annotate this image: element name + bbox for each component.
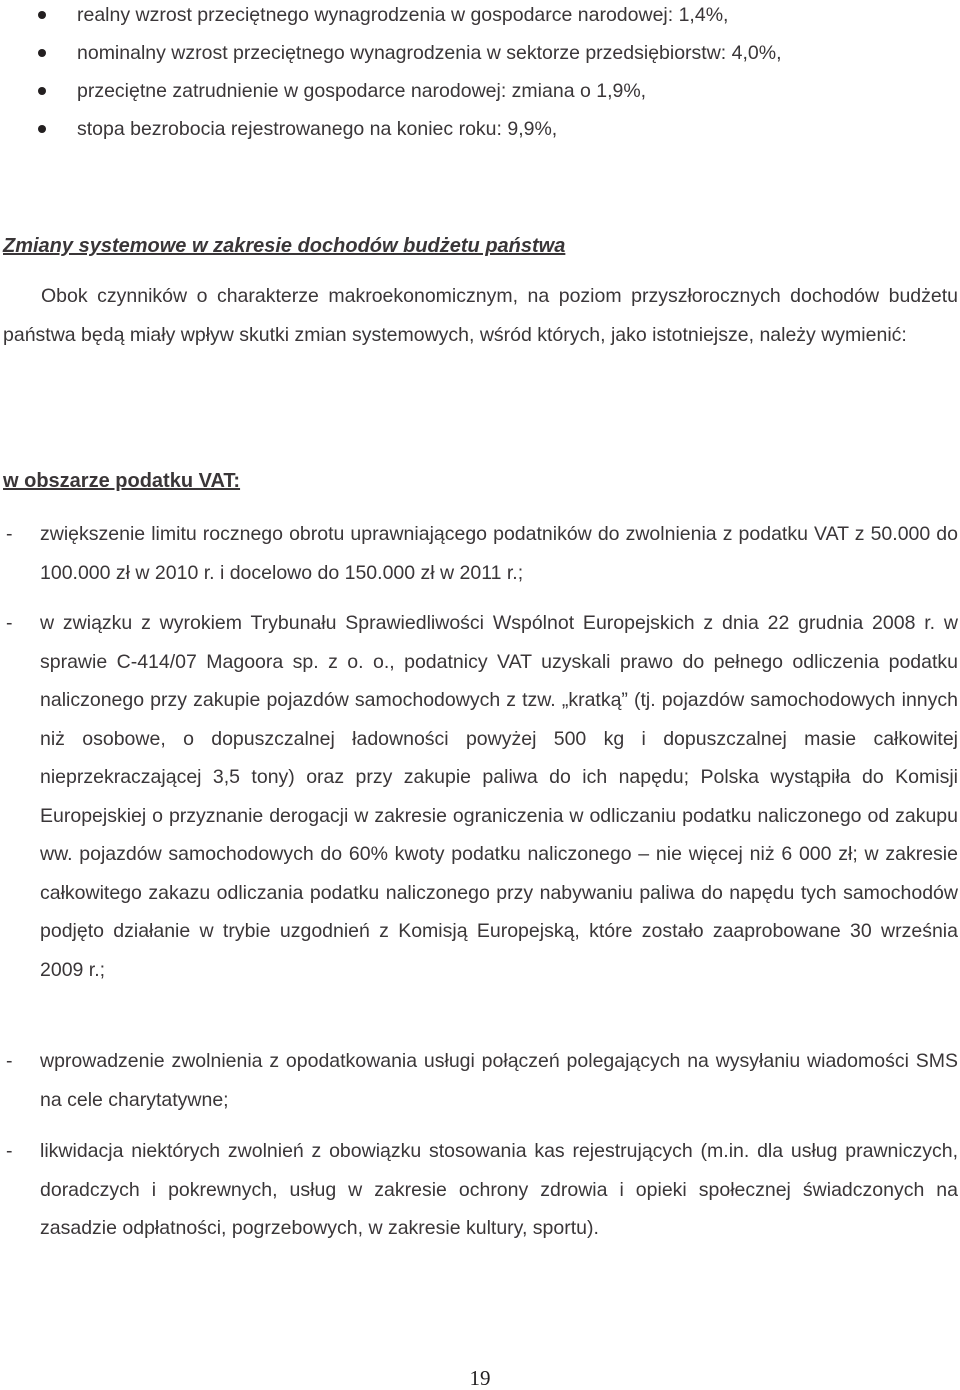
section-heading: Zmiany systemowe w zakresie dochodów budżetu państwa (3, 235, 566, 257)
vat-heading: w obszarze podatku VAT: (3, 470, 241, 492)
list-item-text: nominalny wzrost przeciętnego wynagrodzenia w sektorze przedsiębiorstw: 4,0%, (77, 42, 782, 64)
list-item (0, 76, 960, 106)
list-item (0, 0, 960, 30)
list-item (0, 114, 960, 144)
intro-paragraph: Obok czynników o charakterze makroekonomicznym, na poziom przyszłorocznych dochodów budżetu państwa będą miały wpływ skutki zmian systemowych, wśród których, jako istotniejsze, należy wymienić: (3, 285, 958, 346)
bullet-icon (38, 11, 46, 19)
list-item (0, 38, 960, 68)
dash-marker: - (6, 612, 13, 634)
vat-list-item-text: wprowadzenie zwolnienia z opodatkowania usługi połączeń polegających na wysyłaniu wiadomości SMS na cele charytatywne; (40, 1050, 958, 1111)
list-item-text: stopa bezrobocia rejestrowanego na koniec roku: 9,9%, (77, 118, 558, 140)
bullet-icon (38, 87, 46, 95)
vat-list-item-text: zwiększenie limitu rocznego obrotu uprawniającego podatników do zwolnienia z podatku VAT z 50.000 do 100.000 zł w 2010 r. i docelowo do 150.000 zł w 2011 r.; (40, 523, 958, 584)
dash-marker: - (6, 1050, 13, 1072)
list-item-text: przeciętne zatrudnienie w gospodarce narodowej: zmiana o 1,9%, (77, 80, 647, 102)
dash-marker: - (6, 1140, 13, 1162)
bullet-icon (38, 49, 46, 57)
list-item-text: realny wzrost przeciętnego wynagrodzenia w gospodarce narodowej: 1,4%, (77, 4, 729, 26)
dash-marker: - (6, 523, 13, 545)
page-number: 19 (469, 1366, 491, 1390)
vat-list-item-text: likwidacja niektórych zwolnień z obowiązku stosowania kas rejestrujących (m.in. dla usług prawniczych, doradczych i pokrewnych, usług w zakresie ochrony zdrowia i opieki społecznej świadczonych na zasadzie odpłatności, pogrzebowych, w zakresie kultury, sportu). (40, 1140, 958, 1239)
vat-list-item-text: w związku z wyrokiem Trybunału Sprawiedliwości Wspólnot Europejskich z dnia 22 grudnia 2008 r. w sprawie C-414/07 Magoora sp. z o. o., podatnicy VAT uzyskali prawo do pełnego odliczenia podatku naliczonego przy zakupie pojazdów samochodowych z tzw. „kratką” (tj. pojazdów samochodowych innych niż osobowe, o dopuszczalnej ładowności powyżej 500 kg i dopuszczalnej masie całkowitej nieprzekraczającej 3,5 tony) oraz przy zakupie paliwa do ich napędu; Polska wystąpiła do Komisji Europejskiej o przyznanie derogacji w zakresie ograniczenia w odliczaniu podatku naliczonego od zakupu ww. pojazdów samochodowych do 60% kwoty podatku naliczonego – nie więcej niż 6 000 zł; w zakresie całkowitego zakazu odliczania podatku naliczonego przy nabywaniu paliwa do napędu tych samochodów podjęto działanie w trybie uzgodnień z Komisją Europejską, które zostało zaaprobowane 30 września 2009 r.; (40, 612, 958, 981)
bullet-icon (38, 125, 46, 133)
